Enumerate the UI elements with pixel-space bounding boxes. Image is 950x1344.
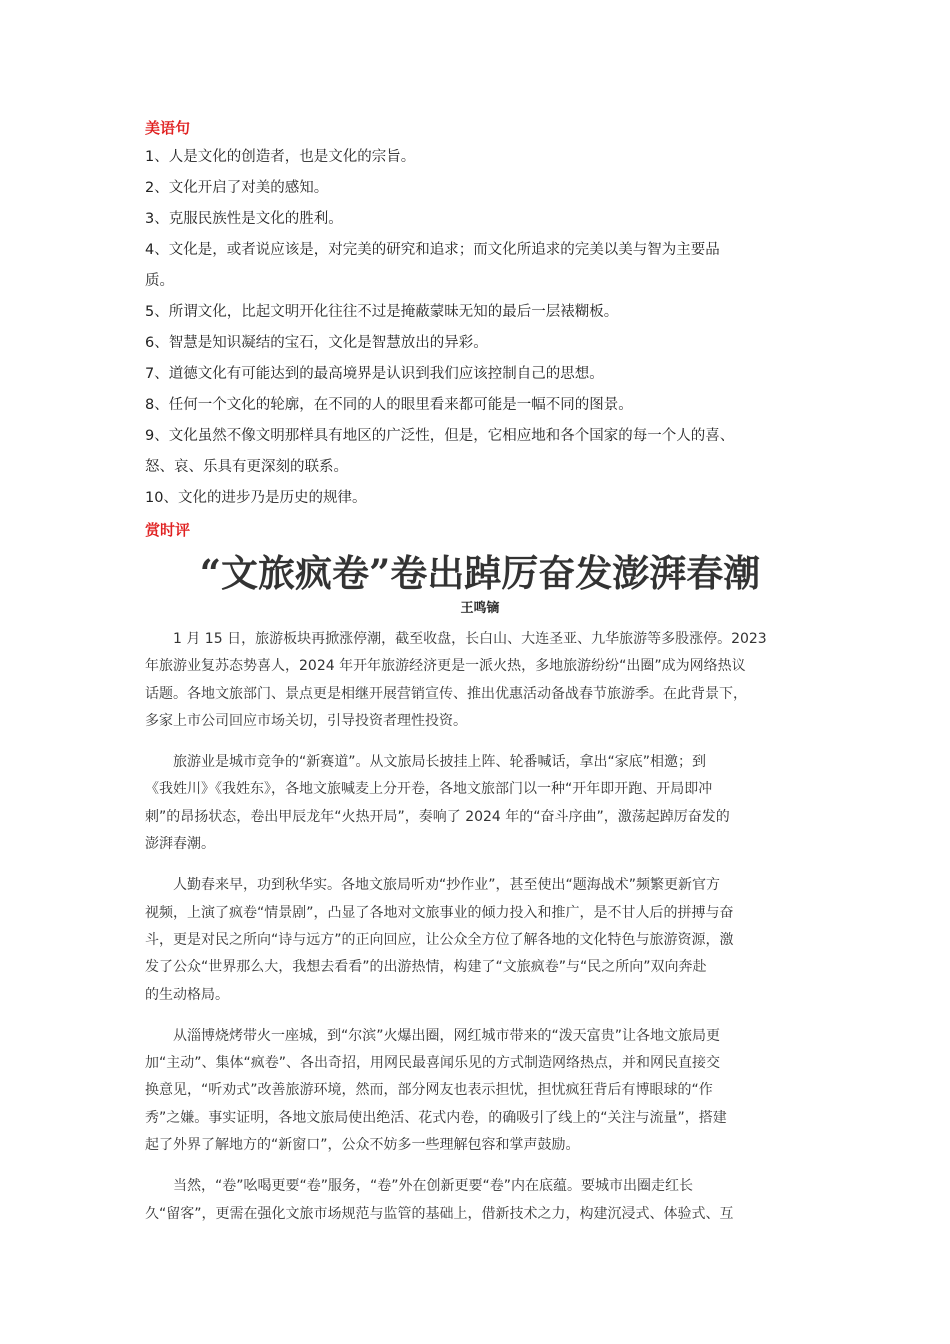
quote-item: 怒、哀、乐具有更深刻的联系。 (145, 459, 348, 475)
paragraph-line: 视频，上演了疯卷“情景剧”，凸显了各地对文旅事业的倾力投入和推广，是不甘人后的拼搏与奋 (145, 904, 734, 921)
paragraph-line: 斗，更是对民之所向“诗与远方”的正向回应，让公众全方位了解各地的文化特色与旅游资源，激 (145, 931, 734, 948)
paragraph-line: 换意见，“听劝式”改善旅游环境，然而，部分网友也表示担忧，担忧疯狂背后有博眼球的“作 (145, 1082, 713, 1099)
paragraph-line: 加“主动”、集体“疯卷”、各出奇招，用网民最喜闻乐见的方式制造网络热点，并和网民直接交 (145, 1055, 721, 1072)
quote-list (145, 142, 815, 514)
article-body (145, 626, 815, 1228)
quote-item: 4、文化是，或者说应该是，对完美的研究和追求；而文化所追求的完美以美与智为主要品 (145, 242, 720, 258)
quote-item: 3、克服民族性是文化的胜利。 (145, 211, 343, 227)
paragraph-line: 的生动格局。 (145, 986, 229, 1003)
quote-item: 7、道德文化有可能达到的最高境界是认识到我们应该控制自己的思想。 (145, 366, 604, 382)
quote-item: 质。 (145, 273, 174, 289)
article-author: 王鸣镝 (460, 601, 500, 616)
article-paragraph (145, 749, 815, 858)
paragraph-line: 多家上市公司回应市场关切，引导投资者理性投资。 (145, 712, 467, 729)
paragraph-line: 秀”之嫌。事实证明，各地文旅局使出绝活、花式内卷，的确吸引了线上的“关注与流量”，搭建 (145, 1109, 727, 1126)
paragraph-line: 从淄博烧烤带火一座城，到“尔滨”火爆出圈，网红城市带来的“泼天富贵”让各地文旅局更 (145, 1027, 721, 1044)
article-paragraph (145, 626, 815, 735)
quote-item: 6、智慧是知识凝结的宝石，文化是智慧放出的异彩。 (145, 335, 488, 351)
section-heading-commentary: 赏时评 (145, 521, 191, 539)
document-body (145, 114, 815, 1242)
quote-item: 1、人是文化的创造者，也是文化的宗旨。 (145, 149, 416, 165)
paragraph-line: 人勤春来早，功到秋华实。各地文旅局听劝“抄作业”，甚至使出“题海战术”频繁更新官方 (145, 877, 721, 894)
paragraph-line: 当然，“卷”吆喝更要“卷”服务，“卷”外在创新更要“卷”内在底蕴。要城市出圈走红长 (145, 1178, 694, 1195)
paragraph-line: 澎湃春潮。 (145, 836, 215, 853)
quote-item: 8、任何一个文化的轮廓，在不同的人的眼里看来都可能是一幅不同的图景。 (145, 397, 633, 413)
paragraph-line: 刺”的昂扬状态，卷出甲辰龙年“火热开局”，奏响了 2024 年的“奋斗序曲”，激荡起踔厉奋发的 (145, 808, 730, 825)
paragraph-line: 旅游业是城市竞争的“新赛道”。从文旅局长披挂上阵、轮番喊话，拿出“家底”相邀；到 (145, 754, 707, 771)
quote-item: 10、文化的进步乃是历史的规律。 (145, 490, 367, 506)
quote-item: 2、文化开启了对美的感知。 (145, 180, 329, 196)
paragraph-line: 话题。各地文旅部门、景点更是相继开展营销宣传、推出优惠活动备战春节旅游季。在此背景下， (145, 685, 747, 702)
quote-item: 5、所谓文化，比起文明开化往往不过是掩蔽蒙昧无知的最后一层裱糊板。 (145, 304, 619, 320)
paragraph-line: 起了外界了解地方的“新窗口”，公众不妨多一些理解包容和掌声鼓励。 (145, 1137, 580, 1154)
paragraph-line: 《我姓川》《我姓东》，各地文旅喊麦上分开卷，各地文旅部门以一种“开年即开跑、开局即冲 (145, 781, 713, 798)
article-paragraph (145, 1173, 815, 1228)
paragraph-line: 发了公众“世界那么大，我想去看看”的出游热情，构建了“文旅疯卷”与“民之所向”双向奔赴 (145, 959, 707, 976)
article-paragraph (145, 872, 815, 1008)
article-paragraph (145, 1023, 815, 1159)
article-title: “文旅疯卷”卷出踔厉奋发澎湃春潮 (199, 551, 761, 595)
paragraph-line: 久“留客”，更需在强化文旅市场规范与监管的基础上，借新技术之力，构建沉浸式、体验式、互 (145, 1205, 734, 1222)
quote-item: 9、文化虽然不像文明那样具有地区的广泛性，但是，它相应地和各个国家的每一个人的喜、 (145, 428, 735, 444)
section-heading-quotes: 美语句 (145, 119, 191, 137)
paragraph-line: 1 月 15 日，旅游板块再掀涨停潮，截至收盘，长白山、大连圣亚、九华旅游等多股涨停。2023 (145, 631, 767, 647)
paragraph-line: 年旅游业复苏态势喜人，2024 年开年旅游经济更是一派火热，多地旅游纷纷“出圈”成为网络热议 (145, 658, 746, 675)
